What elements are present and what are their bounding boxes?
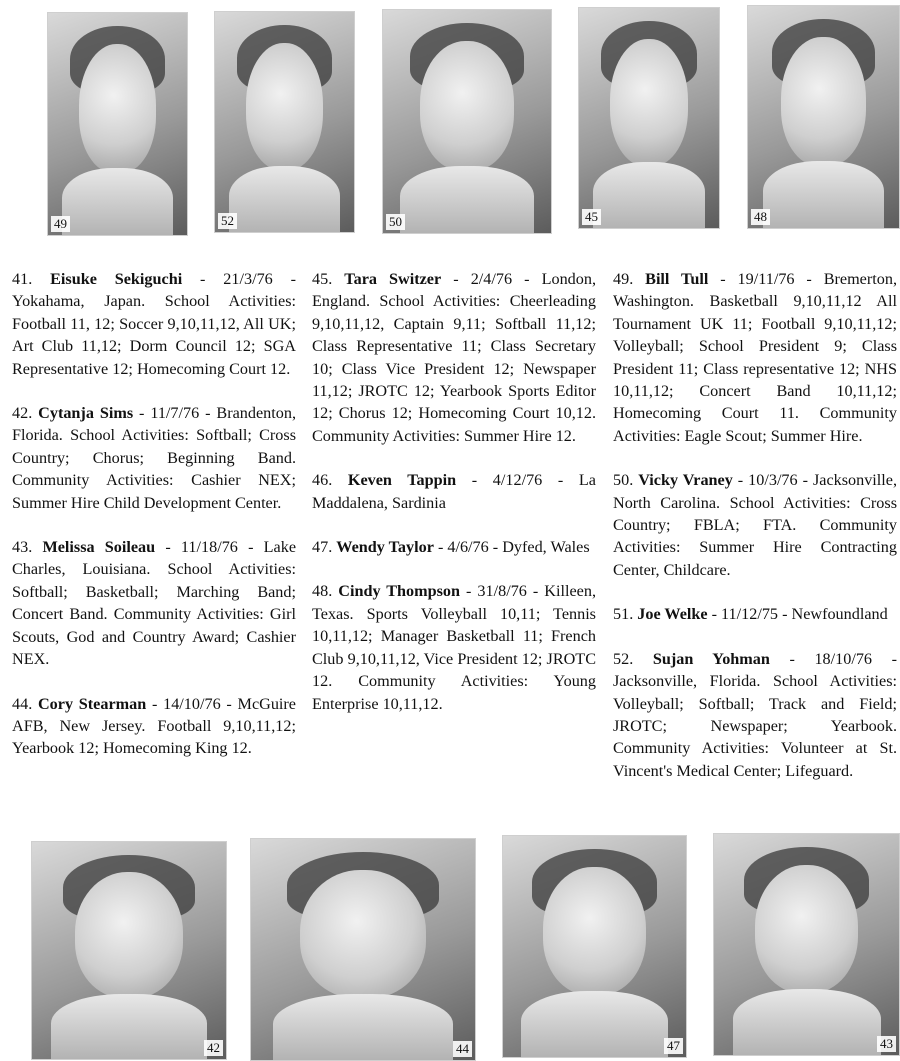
bio-entry-48 (312, 580, 596, 714)
bio-entry-47 (312, 536, 596, 558)
bio-entry-49 (613, 268, 897, 447)
entry-details: - 14/10/76 - McGuire AFB, New Jersey. Football 9,10,11,12; Yearbook 12; Homecoming King 12. (12, 694, 296, 758)
student-name: Eisuke Sekiguchi (50, 270, 183, 288)
entry-details: - 21/3/76 - Yokahama, Japan. School Activities: Football 11, 12; Soccer 9,10,11,12, All UK; Art Club 11,12; Dorm Council 12; SGA Representative 12; Homecoming Court 12. (12, 270, 296, 378)
photo-body-shape (229, 166, 340, 232)
entry-details: - 10/3/76 - Jacksonville, North Carolina. School Activities: Cross Country; FBLA; FTA. Community Activities: Summer Hire Contracting Center, Childcare. (613, 471, 898, 579)
student-name: Wendy Taylor (336, 538, 434, 557)
entry-details: - 4/12/76 - La Maddalena, Sardinia (312, 471, 596, 512)
photo-face-shape (781, 37, 866, 166)
entry-number: 41. (12, 270, 33, 288)
photo-face-shape (246, 43, 324, 171)
bio-entry-52 (613, 648, 897, 782)
photo-body-shape (733, 989, 881, 1055)
photo-face-shape (79, 44, 157, 173)
bio-entry-42 (12, 402, 296, 514)
entry-details: - 2/4/76 - London, England. School Activities: Cheerleading 9,10,11,12, Captain 9,11; Softball 11,12; Class Representative 11; Class Secretary 10; Class Vice President 12; Newspaper 11,12; JROTC 12; Yearbook Sports Editor 12; Chorus 12; Homecoming Court 10,12. Community Activities: Summer Hire 12. (312, 270, 596, 445)
photo-number: 49 (51, 216, 70, 232)
entry-details: - 11/7/76 - Brandenton, Florida. School Activities: Softball; Cross Country; Chorus; Beginning Band. Community Activities: Cashier NEX; Summer Hire Child Development Center. (12, 404, 297, 512)
entry-number: 44. (12, 694, 33, 713)
entry-details: - 11/12/75 - Newfoundland (707, 605, 888, 624)
baby-photo-43 (713, 833, 900, 1056)
baby-photo-45 (578, 7, 720, 229)
baby-photo-52 (214, 11, 355, 233)
photo-number: 44 (453, 1041, 472, 1057)
photo-number: 43 (877, 1036, 896, 1052)
baby-photo-49 (47, 12, 188, 236)
student-name: Cytanja Sims (38, 404, 134, 423)
entry-number: 52. (613, 649, 634, 668)
student-name: Melissa Soileau (42, 538, 156, 557)
photo-number: 45 (582, 209, 601, 225)
entry-number: 43. (12, 538, 33, 557)
photo-number: 50 (386, 214, 405, 230)
student-name: Joe Welke (637, 605, 708, 624)
bio-column-middle (312, 268, 596, 737)
entry-number: 46. (312, 471, 333, 490)
bio-column-right (613, 268, 897, 804)
photo-body-shape (273, 994, 452, 1060)
baby-photo-42 (31, 841, 227, 1060)
entry-number: 51. (613, 605, 634, 624)
photo-face-shape (300, 870, 425, 998)
bio-entry-41 (12, 268, 296, 380)
entry-number: 48. (312, 582, 333, 601)
student-name: Cindy Thompson (338, 582, 461, 601)
entry-details: - 11/18/76 - Lake Charles, Louisiana. School Activities: Softball; Basketball; Marching Band; Concert Band. Community Activities: Girl Scouts, God and Country Award; Cashier NEX. (12, 538, 297, 669)
photo-body-shape (593, 162, 705, 228)
entry-number: 45. (312, 270, 333, 288)
photo-body-shape (763, 161, 884, 228)
photo-number: 48 (751, 209, 770, 225)
photo-face-shape (75, 872, 184, 998)
entry-details: - 18/10/76 - Jacksonville, Florida. School Activities: Volleyball; Softball; Track and Field; JROTC; Newspaper; Yearbook. Community Activities: Volunteer at St. Vincent's Medical Center; Lifeguard. (613, 649, 898, 780)
entry-number: 50. (613, 471, 634, 490)
entry-details: - 19/11/76 - Bremerton, Washington. Basketball 9,10,11,12 All Tournament UK 11; Football 9,10,11,12; Volleyball; School President 9; Class President 11; Class representative 12; NHS 10,11,12; Concert Band 10,11,12; Homecoming Court 11. Community Activities: Eagle Scout; Summer Hire. (613, 270, 897, 445)
bio-entry-44 (12, 693, 296, 760)
student-name: Tara Switzer (344, 270, 442, 288)
photo-face-shape (543, 867, 645, 995)
student-name: Bill Tull (645, 270, 709, 288)
photo-face-shape (610, 39, 688, 167)
baby-photo-50 (382, 9, 552, 234)
bio-column-left (12, 268, 296, 782)
bio-entry-45 (312, 268, 596, 447)
bio-entry-50 (613, 469, 897, 581)
student-name: Keven Tappin (347, 471, 457, 490)
photo-face-shape (420, 41, 514, 170)
entry-details: - 4/6/76 - Dyfed, Wales (433, 538, 590, 557)
baby-photo-47 (502, 835, 687, 1058)
student-name: Sujan Yohman (652, 649, 770, 668)
student-name: Vicky Vraney (638, 471, 733, 490)
photo-number: 47 (664, 1038, 683, 1054)
photo-body-shape (51, 994, 206, 1059)
baby-photo-48 (747, 5, 900, 229)
bio-entry-51 (613, 603, 897, 625)
bio-entry-46 (312, 469, 596, 514)
student-name: Cory Stearman (37, 694, 147, 713)
baby-photo-44 (250, 838, 476, 1061)
photo-number: 42 (204, 1040, 223, 1056)
bio-entry-43 (12, 536, 296, 670)
entry-number: 49. (613, 270, 634, 288)
photo-face-shape (755, 865, 859, 993)
photo-body-shape (62, 168, 173, 235)
photo-body-shape (400, 166, 534, 233)
entry-number: 47. (312, 538, 333, 557)
photo-number: 52 (218, 213, 237, 229)
photo-body-shape (521, 991, 667, 1057)
entry-number: 42. (12, 404, 33, 423)
entry-details: - 31/8/76 - Killeen, Texas. Sports Volleyball 10,11; Tennis 10,11,12; Manager Basketball 11; French Club 9,10,11,12, Vice President 12; JROTC 12. Community Activities: Young Enterprise 10,11,12. (312, 582, 596, 713)
